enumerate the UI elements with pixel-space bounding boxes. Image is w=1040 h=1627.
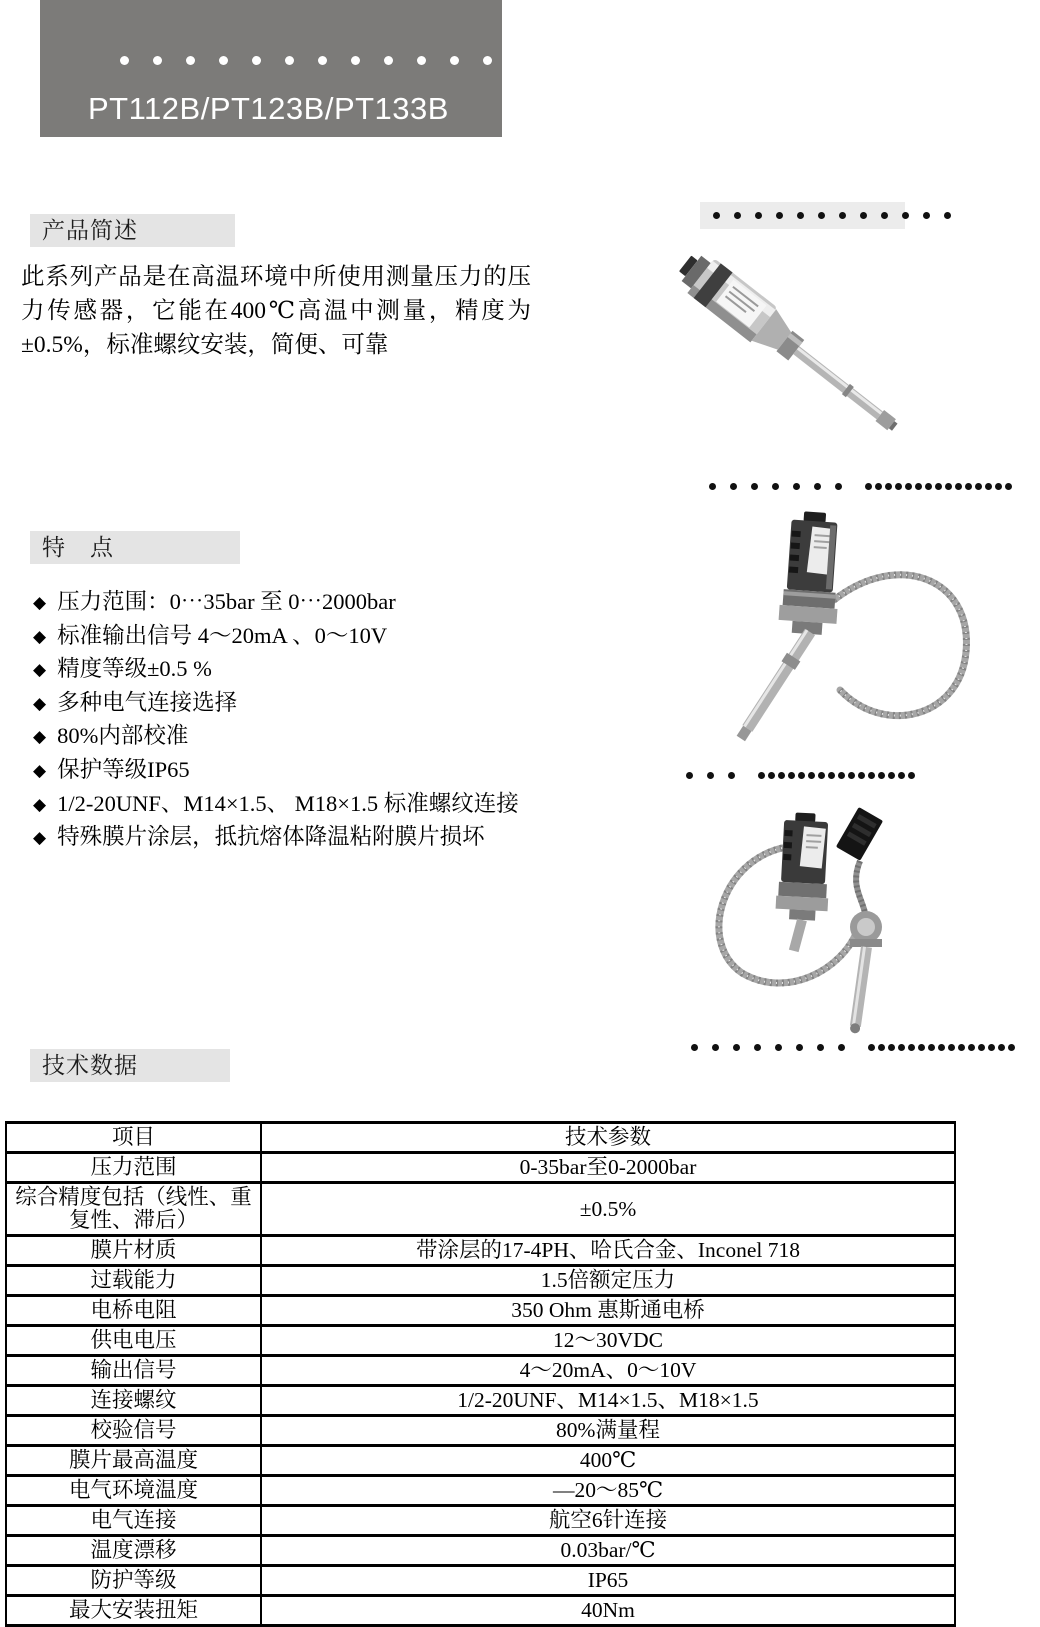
spec-value: ±0.5% — [261, 1183, 955, 1236]
dot-icon — [758, 772, 765, 779]
dot-icon — [908, 772, 915, 779]
table-row — [6, 1416, 955, 1446]
dot-icon — [998, 1044, 1005, 1051]
dot-icon — [755, 212, 762, 219]
dot-icon — [351, 56, 360, 65]
tech-table-body — [6, 1153, 955, 1626]
dot-icon — [955, 483, 962, 490]
dot-icon — [838, 1044, 845, 1051]
dot-icon — [935, 483, 942, 490]
spec-value: 12～30VDC — [261, 1326, 955, 1356]
feature-text: 1/2-20UNF、M14×1.5、 M18×1.5 标准螺纹连接 — [57, 790, 519, 816]
dot-icon — [797, 212, 804, 219]
section-heading-tech: 技术数据 — [30, 1049, 230, 1082]
spec-label: 输出信号 — [6, 1356, 261, 1386]
feature-text: 保护等级IP65 — [57, 756, 190, 782]
spec-value: 400℃ — [261, 1446, 955, 1476]
spec-label: 电气环境温度 — [6, 1476, 261, 1506]
dot-icon — [875, 483, 882, 490]
spec-value: 1.5倍额定压力 — [261, 1266, 955, 1296]
sensor-photo-flexible-capillary — [688, 512, 993, 762]
dot-icon — [860, 212, 867, 219]
table-row — [6, 1476, 955, 1506]
spec-value: IP65 — [261, 1566, 955, 1596]
spec-label: 膜片材质 — [6, 1236, 261, 1266]
dot-icon — [788, 772, 795, 779]
dot-icon — [417, 56, 426, 65]
diamond-bullet-icon: ◆ — [33, 828, 47, 848]
sensor-photo-capillary-connector — [690, 803, 1000, 1038]
dot-icon — [968, 1044, 975, 1051]
feature-text: 标准输出信号 4～20mA 、0～10V — [57, 622, 388, 648]
dot-icon — [754, 1044, 761, 1051]
spec-value: 带涂层的17-4PH、哈氏合金、Inconel 718 — [261, 1236, 955, 1266]
dot-icon — [839, 212, 846, 219]
features-list — [33, 586, 563, 855]
dot-icon — [868, 1044, 875, 1051]
diamond-bullet-icon: ◆ — [33, 626, 47, 646]
dot-icon — [450, 56, 459, 65]
spec-label: 校验信号 — [6, 1416, 261, 1446]
dot-icon — [775, 1044, 782, 1051]
tech-table-head-row — [6, 1123, 955, 1153]
dot-icon — [713, 212, 720, 219]
spec-label: 防护等级 — [6, 1566, 261, 1596]
column-header: 技术参数 — [261, 1123, 955, 1153]
dot-icon — [709, 483, 716, 490]
spec-label: 最大安装扭矩 — [6, 1596, 261, 1626]
feature-item — [33, 586, 563, 620]
dot-icon — [895, 483, 902, 490]
dot-icon — [686, 772, 693, 779]
dot-icon — [778, 772, 785, 779]
diamond-bullet-icon: ◆ — [33, 660, 47, 680]
feature-text: 80%内部校准 — [57, 723, 189, 749]
header-dots — [120, 56, 492, 65]
dot-icon — [902, 212, 909, 219]
dot-icon — [707, 772, 714, 779]
dot-icon — [751, 483, 758, 490]
dot-icon — [835, 483, 842, 490]
dot-icon — [908, 1044, 915, 1051]
dot-icon — [384, 56, 393, 65]
dot-icon — [776, 212, 783, 219]
dotted-separator — [709, 483, 1015, 490]
overview-paragraph: 此系列产品是在高温环境中所使用测量压力的压力传感器，它能在400℃高温中测量，精度为±0.5%，标准螺纹安装，简便、可靠 — [21, 264, 531, 358]
product-model-header — [40, 0, 502, 137]
spec-label: 压力范围 — [6, 1153, 261, 1183]
dot-icon — [925, 483, 932, 490]
table-row — [6, 1183, 955, 1236]
table-row — [6, 1506, 955, 1536]
dot-icon — [881, 212, 888, 219]
table-row — [6, 1153, 955, 1183]
spec-label: 综合精度包括（线性、重复性、滞后） — [6, 1183, 261, 1236]
dot-icon — [905, 483, 912, 490]
dot-icon — [252, 56, 261, 65]
spec-label: 膜片最高温度 — [6, 1446, 261, 1476]
dot-icon — [838, 772, 845, 779]
diamond-bullet-icon: ◆ — [33, 593, 47, 612]
dot-icon — [772, 483, 779, 490]
dot-icon — [888, 1044, 895, 1051]
table-row — [6, 1326, 955, 1356]
spec-label: 连接螺纹 — [6, 1386, 261, 1416]
table-row — [6, 1566, 955, 1596]
dot-icon — [728, 772, 735, 779]
dot-icon — [868, 772, 875, 779]
feature-text: 压力范围：0⋯35bar 至 0⋯2000bar — [57, 589, 396, 614]
feature-item — [33, 653, 563, 687]
diamond-bullet-icon: ◆ — [33, 760, 47, 780]
table-row — [6, 1266, 955, 1296]
dot-icon — [878, 1044, 885, 1051]
table-row — [6, 1296, 955, 1326]
column-header: 项目 — [6, 1123, 261, 1153]
table-row — [6, 1356, 955, 1386]
dot-icon — [938, 1044, 945, 1051]
spec-label: 温度漂移 — [6, 1536, 261, 1566]
dot-icon — [733, 1044, 740, 1051]
table-row — [6, 1536, 955, 1566]
spec-value: 80%满量程 — [261, 1416, 955, 1446]
spec-value: 0-35bar至0-2000bar — [261, 1153, 955, 1183]
dot-icon — [1005, 483, 1012, 490]
dot-icon — [978, 1044, 985, 1051]
dot-icon — [483, 56, 492, 65]
dot-icon — [768, 772, 775, 779]
spec-label: 电气连接 — [6, 1506, 261, 1536]
dot-icon — [828, 772, 835, 779]
table-row — [6, 1446, 955, 1476]
tech-data-table — [5, 1121, 956, 1627]
dot-icon — [988, 1044, 995, 1051]
dot-icon — [818, 772, 825, 779]
dot-icon — [153, 56, 162, 65]
feature-item — [33, 754, 563, 788]
dot-icon — [923, 212, 930, 219]
dot-icon — [898, 772, 905, 779]
table-row — [6, 1236, 955, 1266]
feature-item — [33, 687, 563, 721]
dot-icon — [848, 772, 855, 779]
dot-icon — [915, 483, 922, 490]
feature-text: 多种电气连接选择 — [57, 689, 238, 715]
dot-icon — [878, 772, 885, 779]
sensor-photo-straight-probe — [693, 247, 963, 442]
dot-icon — [965, 483, 972, 490]
section-heading-overview: 产品简述 — [30, 214, 235, 247]
diamond-bullet-icon: ◆ — [33, 693, 47, 713]
spec-label: 供电电压 — [6, 1326, 261, 1356]
dot-icon — [888, 772, 895, 779]
dot-icon — [219, 56, 228, 65]
dot-icon — [818, 212, 825, 219]
feature-item — [33, 720, 563, 754]
spec-value: 40Nm — [261, 1596, 955, 1626]
dot-icon — [885, 483, 892, 490]
dot-icon — [958, 1044, 965, 1051]
dot-icon — [858, 772, 865, 779]
dot-icon — [798, 772, 805, 779]
spec-value: 350 Ohm 惠斯通电桥 — [261, 1296, 955, 1326]
diamond-bullet-icon: ◆ — [33, 794, 47, 814]
dot-icon — [948, 1044, 955, 1051]
spec-value: —20～85℃ — [261, 1476, 955, 1506]
dot-icon — [808, 772, 815, 779]
dot-icon — [691, 1044, 698, 1051]
spec-label: 过载能力 — [6, 1266, 261, 1296]
section-heading-features: 特 点 — [30, 531, 240, 564]
dot-icon — [918, 1044, 925, 1051]
dot-icon — [793, 483, 800, 490]
feature-text: 特殊膜片涂层，抵抗熔体降温粘附膜片损坏 — [57, 824, 485, 850]
dot-icon — [995, 483, 1002, 490]
dotted-separator — [713, 212, 965, 219]
spec-label: 电桥电阻 — [6, 1296, 261, 1326]
dot-icon — [865, 483, 872, 490]
dot-icon — [928, 1044, 935, 1051]
dot-icon — [817, 1044, 824, 1051]
diamond-bullet-icon: ◆ — [33, 727, 47, 747]
dot-icon — [730, 483, 737, 490]
spec-value: 0.03bar/℃ — [261, 1536, 955, 1566]
spec-value: 航空6针连接 — [261, 1506, 955, 1536]
spec-value: 4～20mA、0～10V — [261, 1356, 955, 1386]
spec-value: 1/2-20UNF、M14×1.5、M18×1.5 — [261, 1386, 955, 1416]
dot-icon — [975, 483, 982, 490]
feature-item — [33, 620, 563, 654]
dot-icon — [898, 1044, 905, 1051]
dot-icon — [1008, 1044, 1015, 1051]
dot-icon — [944, 212, 951, 219]
dot-icon — [186, 56, 195, 65]
dot-icon — [985, 483, 992, 490]
dotted-separator — [686, 772, 918, 779]
dot-icon — [945, 483, 952, 490]
dot-icon — [120, 56, 129, 65]
dot-icon — [796, 1044, 803, 1051]
feature-text: 精度等级±0.5 % — [57, 656, 212, 682]
dot-icon — [318, 56, 327, 65]
feature-item — [33, 821, 563, 855]
product-model-title: PT112B/PT123B/PT133B — [88, 91, 449, 126]
dot-icon — [285, 56, 294, 65]
dot-icon — [712, 1044, 719, 1051]
dot-icon — [734, 212, 741, 219]
dotted-separator — [691, 1044, 1018, 1051]
feature-item — [33, 788, 563, 822]
table-row — [6, 1596, 955, 1626]
dot-icon — [814, 483, 821, 490]
table-row — [6, 1386, 955, 1416]
